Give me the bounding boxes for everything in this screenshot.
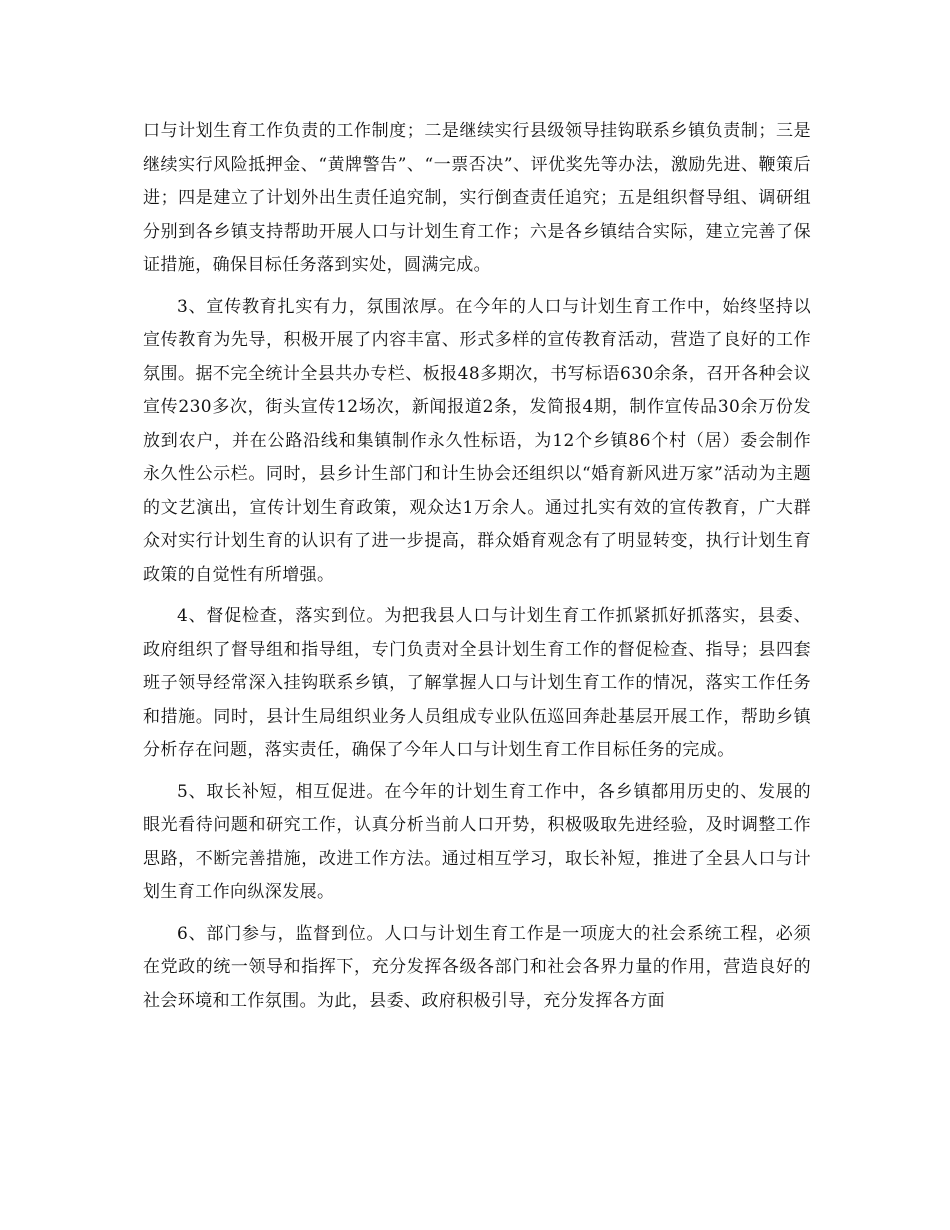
document-body [143,115,811,1018]
paragraph-continuation: 口与计划生育工作负责的工作制度；二是继续实行县级领导挂钩联系乡镇负责制；三是继续实行风险抵押金、“黄牌警告”、“一票否决”、评优奖先等办法，激励先进、鞭策后进；四是建立了计划外出生责任追究制，实行倒查责任追究；五是组织督导组、调研组分别到各乡镇支持帮助开展人口与计划生育工作；六是各乡镇结合实际，建立完善了保证措施，确保目标任务落到实处，圆满完成。 [143,121,811,275]
paragraph-department-participation: 6、部门参与，监督到位。人口与计划生育工作是一项庞大的社会系统工程，必须在党政的统一领导和指挥下，充分发挥各级各部门和社会各界力量的作用，营造良好的社会环境和工作氛围。为此，县委、政府积极引导，充分发挥各方面 [143,923,811,1011]
paragraph-publicity-education: 3、宣传教育扎实有力，氛围浓厚。在今年的人口与计划生育工作中，始终坚持以宣传教育为先导，积极开展了内容丰富、形式多样的宣传教育活动，营造了良好的工作氛围。据不完全统计全县共办专栏、板报48多期次，书写标语630余条，召开各种会议宣传230多次，街头宣传12场次，新闻报道2条，发简报4期，制作宣传品30余万份发放到农户，并在公路沿线和集镇制作永久性标语，为12个乡镇86个村（居）委会制作永久性公示栏。同时，县乡计生部门和计生协会还组织以“婚育新风进万家”活动为主题的文艺演出，宣传计划生育政策，观众达1万余人。通过扎实有效的宣传教育，广大群众对实行计划生育的认识有了进一步提高，群众婚育观念有了明显转变，执行计划生育政策的自觉性有所增强。 [143,296,811,585]
paragraph-supervision-inspection: 4、督促检查，落实到位。为把我县人口与计划生育工作抓紧抓好抓落实，县委、政府组织了督导组和指导组，专门负责对全县计划生育工作的督促检查、指导；县四套班子领导经常深入挂钩联系乡镇，了解掌握人口与计划生育工作的情况，落实工作任务和措施。同时，县计生局组织业务人员组成专业队伍巡回奔赴基层开展工作，帮助乡镇分析存在问题，落实责任，确保了今年人口与计划生育工作目标任务的完成。 [143,606,811,760]
paragraph-mutual-learning: 5、取长补短，相互促进。在今年的计划生育工作中，各乡镇都用历史的、发展的眼光看待问题和研究工作，认真分析当前人口开势，积极吸取先进经验，及时调整工作思路，不断完善措施，改进工作方法。通过相互学习，取长补短，推进了全县人口与计划生育工作向纵深发展。 [143,781,811,902]
